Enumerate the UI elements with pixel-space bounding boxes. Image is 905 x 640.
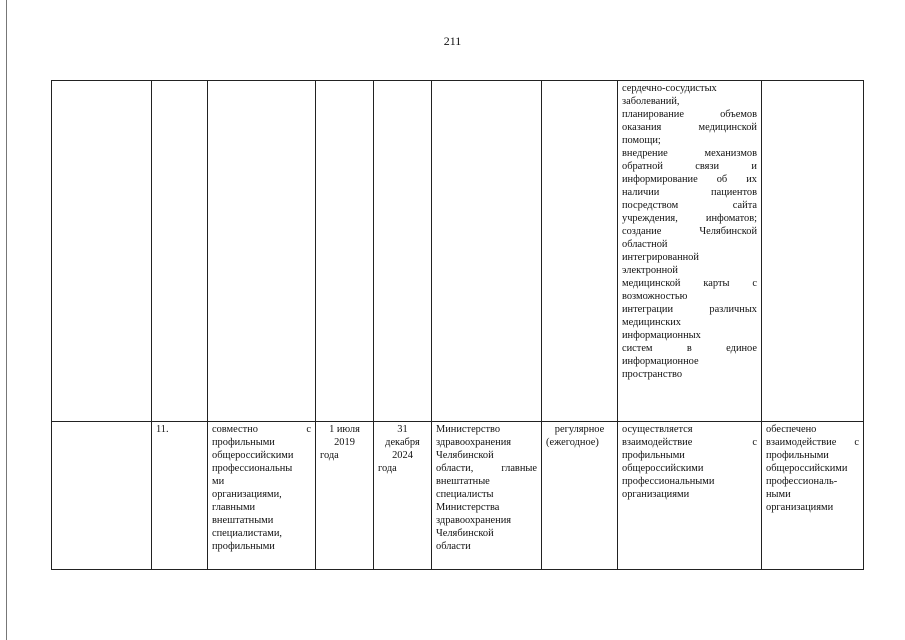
text-line: профильными bbox=[212, 541, 275, 552]
text-line: оказания медицинской bbox=[622, 122, 757, 133]
text-line: ными bbox=[766, 489, 791, 500]
text-line: внедрение механизмов bbox=[622, 148, 757, 159]
text-line: (ежегодное) bbox=[546, 437, 599, 448]
text-line: информационных bbox=[622, 330, 701, 341]
text-line: профессиональными bbox=[622, 476, 715, 487]
text-line: создание Челябинской bbox=[622, 226, 757, 237]
text-line: наличии пациентов bbox=[622, 187, 757, 198]
text-line: профессиональны bbox=[212, 463, 293, 474]
text-line: организациями bbox=[766, 502, 834, 513]
text-line: заболеваний, bbox=[622, 96, 680, 107]
page-left-edge bbox=[6, 0, 7, 640]
text-line: организациями bbox=[622, 489, 690, 500]
cell-empty bbox=[316, 81, 374, 422]
text-line: 2024 bbox=[392, 450, 413, 461]
text-line: обратной связи и bbox=[622, 161, 757, 172]
text-line: профессиональ- bbox=[766, 476, 838, 487]
row-number: 11. bbox=[152, 422, 208, 570]
text-line: организациями, bbox=[212, 489, 282, 500]
text-line: интеграции различных bbox=[622, 304, 757, 315]
text-line: ми bbox=[212, 476, 225, 487]
text-line: систем в единое bbox=[622, 343, 757, 354]
text-line: 31 bbox=[397, 424, 408, 435]
text-line: профильными bbox=[766, 450, 829, 461]
text-line: общероссийскими bbox=[622, 463, 704, 474]
text-line: здравоохранения bbox=[436, 515, 512, 526]
text-line: профильными bbox=[212, 437, 275, 448]
text-line: Министерство bbox=[436, 424, 501, 435]
plan-table bbox=[51, 80, 864, 570]
page-number: 211 bbox=[443, 34, 462, 48]
text-line: взаимодействие с bbox=[622, 437, 757, 448]
text-line: сердечно-сосудистых bbox=[622, 83, 717, 94]
cell-empty bbox=[52, 422, 152, 570]
cell-start-date bbox=[316, 422, 374, 570]
text-line: года bbox=[320, 450, 339, 461]
table-row-11 bbox=[52, 422, 864, 570]
text-line: возможностью bbox=[622, 291, 688, 302]
text-line: пространство bbox=[622, 369, 683, 380]
cell-criteria-continuation bbox=[618, 81, 762, 422]
cell-empty bbox=[374, 81, 432, 422]
cell-empty bbox=[152, 81, 208, 422]
text-line: главными bbox=[212, 502, 256, 513]
text-line: здравоохранения bbox=[436, 437, 512, 448]
text-line: информирование об их bbox=[622, 174, 757, 185]
text-line: области, главные bbox=[436, 463, 537, 474]
text-line: внештатные bbox=[436, 476, 490, 487]
text-line: учреждения, инфоматов; bbox=[622, 213, 757, 224]
cell-periodicity bbox=[542, 422, 618, 570]
text-line: интегрированной bbox=[622, 252, 699, 263]
text-line: областной bbox=[622, 239, 668, 250]
text-line: 2019 bbox=[334, 437, 355, 448]
text-line: совместно с bbox=[212, 424, 311, 435]
text-line: обеспечено bbox=[766, 424, 817, 435]
text-line: информационное bbox=[622, 356, 699, 367]
text-line: Челябинской bbox=[436, 450, 494, 461]
text-line: профильными bbox=[622, 450, 685, 461]
text-line: осуществляется bbox=[622, 424, 693, 435]
text-line: планирование объемов bbox=[622, 109, 757, 120]
text-line: общероссийскими bbox=[212, 450, 294, 461]
text-line: специалисты bbox=[436, 489, 494, 500]
text-line: области bbox=[436, 541, 471, 552]
cell-empty bbox=[542, 81, 618, 422]
cell-criteria bbox=[618, 422, 762, 570]
text-line: Министерства bbox=[436, 502, 500, 513]
cell-empty bbox=[762, 81, 864, 422]
cell-empty bbox=[52, 81, 152, 422]
text-line: Челябинской bbox=[436, 528, 494, 539]
text-line: внештатными bbox=[212, 515, 274, 526]
text-line: года bbox=[378, 463, 397, 474]
text-line: регулярное bbox=[554, 424, 605, 435]
table-row-continuation bbox=[52, 81, 864, 422]
text-line: медицинской карты с bbox=[622, 278, 757, 289]
cell-responsible bbox=[432, 422, 542, 570]
cell-result bbox=[762, 422, 864, 570]
cell-empty bbox=[432, 81, 542, 422]
text-line: медицинских bbox=[622, 317, 681, 328]
cell-activity bbox=[208, 422, 316, 570]
cell-empty bbox=[208, 81, 316, 422]
text-line: общероссийскими bbox=[766, 463, 848, 474]
cell-end-date bbox=[374, 422, 432, 570]
text-line: взаимодействие с bbox=[766, 437, 859, 448]
text-line: посредством сайта bbox=[622, 200, 757, 211]
text-line: специалистами, bbox=[212, 528, 282, 539]
text-line: 1 июля bbox=[329, 424, 360, 435]
text-line: декабря bbox=[385, 437, 420, 448]
text-line: помощи; bbox=[622, 135, 661, 146]
text-line: электронной bbox=[622, 265, 678, 276]
